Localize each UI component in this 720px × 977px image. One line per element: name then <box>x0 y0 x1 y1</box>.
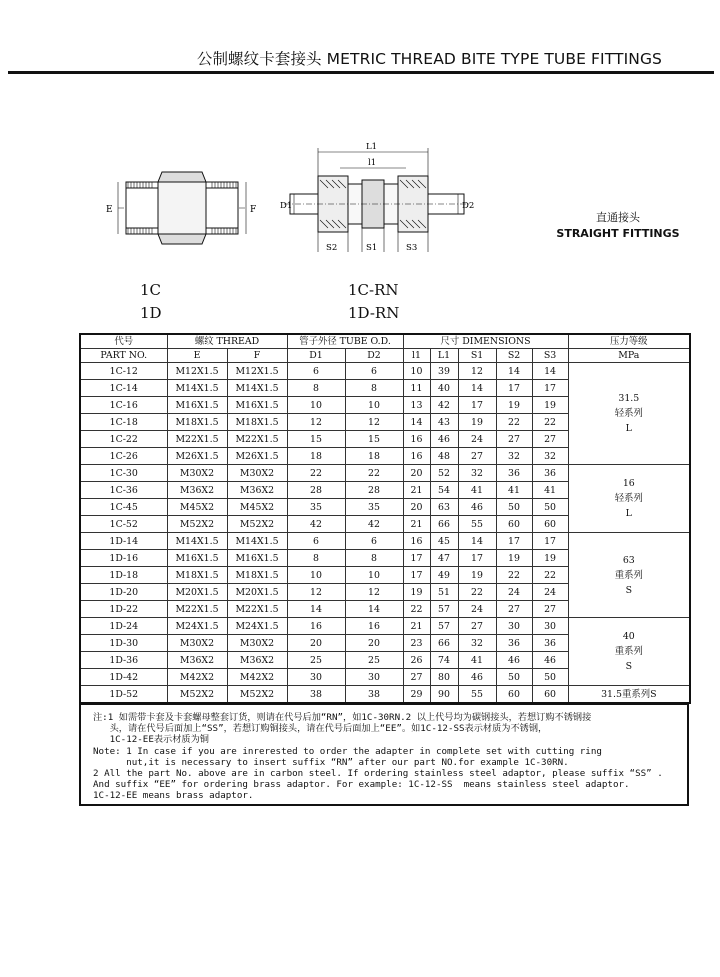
table-cell: 17 <box>496 533 532 550</box>
table-cell: 41 <box>532 482 568 499</box>
pressure-rating-cell <box>568 618 690 686</box>
table-cell: 15 <box>345 431 403 448</box>
table-cell: 6 <box>287 363 345 380</box>
model-1d: 1D <box>140 304 162 322</box>
table-cell: 30 <box>287 669 345 686</box>
table-cell: 57 <box>430 601 458 618</box>
part-number-cell: 1C-16 <box>80 397 167 414</box>
head-tube: 管子外径 TUBE O.D. <box>287 334 403 349</box>
pressure-rating-code: S <box>625 661 633 672</box>
table-cell: M22X1.5 <box>227 601 287 618</box>
table-cell: 14 <box>287 601 345 618</box>
table-cell: M16X1.5 <box>227 550 287 567</box>
table-cell: 20 <box>403 465 430 482</box>
table-cell: M14X1.5 <box>167 380 227 397</box>
table-cell: 19 <box>403 584 430 601</box>
table-cell: 17 <box>532 380 568 397</box>
dim-e-label: E <box>106 205 113 215</box>
part-number-cell: 1D-22 <box>80 601 167 618</box>
table-cell: 80 <box>430 669 458 686</box>
table-cell: 8 <box>287 380 345 397</box>
table-cell: 19 <box>458 567 496 584</box>
table-cell: 19 <box>532 550 568 567</box>
table-cell: 50 <box>532 669 568 686</box>
pressure-rating-cell <box>568 363 690 465</box>
note-line: nut,it is necessary to insert suffix “RN” after our part NO.for example 1C-30RN. <box>93 756 569 768</box>
table-cell: M16X1.5 <box>167 550 227 567</box>
note-line: 注:1 如需带卡套及卡套螺母整套订货，则请在代号后加“RN”，如1C-30RN.2 以上代号均为碳钢接头，若想订购不锈钢接 <box>93 712 592 723</box>
part-number-cell: 1D-42 <box>80 669 167 686</box>
table-cell: 25 <box>287 652 345 669</box>
table-cell: 66 <box>430 516 458 533</box>
table-cell: 36 <box>532 465 568 482</box>
table-cell: M18X1.5 <box>227 567 287 584</box>
pressure-rating-code: S <box>625 584 633 596</box>
table-cell: M18X1.5 <box>227 414 287 431</box>
part-number-cell: 1D-30 <box>80 635 167 652</box>
table-cell: 60 <box>496 516 532 533</box>
head-e: E <box>167 349 227 363</box>
table-cell: 19 <box>458 414 496 431</box>
table-cell: 43 <box>430 414 458 431</box>
table-cell: 6 <box>345 533 403 550</box>
table-cell: 35 <box>345 499 403 516</box>
table-cell: 24 <box>458 431 496 448</box>
table-row <box>80 686 690 704</box>
pressure-rating-cell <box>568 686 690 704</box>
fitting-drawing-1c <box>100 160 260 260</box>
table-cell: 12 <box>345 414 403 431</box>
note-line: Note: 1 In case if you are inrerested to order the adapter in complete set with cutting ring <box>93 745 602 757</box>
table-cell: 18 <box>287 448 345 465</box>
table-cell: M30X2 <box>167 635 227 652</box>
dim-s3-label: S3 <box>406 243 418 253</box>
table-cell: 63 <box>430 499 458 516</box>
table-cell: 38 <box>345 686 403 704</box>
head-l1: L1 <box>430 349 458 363</box>
head-part-cn: 代号 <box>80 334 167 349</box>
table-cell: M20X1.5 <box>227 584 287 601</box>
table-cell: 50 <box>496 499 532 516</box>
table-cell: M52X2 <box>167 516 227 533</box>
table-cell: 22 <box>403 601 430 618</box>
table-cell: 22 <box>287 465 345 482</box>
table-cell: M36X2 <box>227 652 287 669</box>
table-cell: 51 <box>430 584 458 601</box>
table-cell: 36 <box>496 635 532 652</box>
part-number-cell: 1D-24 <box>80 618 167 635</box>
table-cell: 42 <box>345 516 403 533</box>
part-number-cell: 1D-16 <box>80 550 167 567</box>
table-cell: 30 <box>345 669 403 686</box>
table-cell: 16 <box>345 618 403 635</box>
part-number-cell: 1C-52 <box>80 516 167 533</box>
table-cell: 13 <box>403 397 430 414</box>
table-cell: M42X2 <box>227 669 287 686</box>
table-cell: M22X1.5 <box>227 431 287 448</box>
part-number-cell: 1D-36 <box>80 652 167 669</box>
note-line: And suffix “EE” for ordering brass adaptor. For example: 1C-12-SS means stainless steel adaptor. <box>93 779 630 791</box>
table-cell: 27 <box>532 601 568 618</box>
table-cell: 24 <box>458 601 496 618</box>
table-cell: 8 <box>287 550 345 567</box>
table-cell: 17 <box>496 380 532 397</box>
table-cell: 21 <box>403 618 430 635</box>
table-cell: 24 <box>496 584 532 601</box>
table-cell: 55 <box>458 686 496 704</box>
table-cell: 15 <box>287 431 345 448</box>
table-cell: M26X1.5 <box>167 448 227 465</box>
table-cell: 14 <box>403 414 430 431</box>
table-cell: M45X2 <box>227 499 287 516</box>
table-cell: 60 <box>532 686 568 704</box>
dim-f-label: F <box>250 205 257 215</box>
table-cell: 46 <box>458 499 496 516</box>
spec-table-body <box>80 363 690 704</box>
table-cell: 22 <box>496 414 532 431</box>
head-s1: S1 <box>458 349 496 363</box>
pressure-rating-cn: 轻系列 <box>614 408 643 419</box>
head-l1-small: l1 <box>403 349 430 363</box>
spec-table <box>79 333 691 704</box>
fitting-drawing-1c-rn <box>278 140 478 260</box>
table-cell: 41 <box>458 652 496 669</box>
table-cell: M22X1.5 <box>167 601 227 618</box>
table-cell: 12 <box>287 414 345 431</box>
table-cell: 32 <box>532 448 568 465</box>
head-d1: D1 <box>287 349 345 363</box>
table-cell: 36 <box>532 635 568 652</box>
dim-d2-label: D2 <box>462 201 475 211</box>
table-cell: 36 <box>496 465 532 482</box>
table-cell: 11 <box>403 380 430 397</box>
table-row <box>80 618 690 635</box>
table-cell: M12X1.5 <box>227 363 287 380</box>
table-cell: 14 <box>345 601 403 618</box>
table-cell: M26X1.5 <box>227 448 287 465</box>
table-cell: M24X1.5 <box>167 618 227 635</box>
table-cell: M18X1.5 <box>167 567 227 584</box>
table-cell: 74 <box>430 652 458 669</box>
table-cell: 8 <box>345 550 403 567</box>
dim-d1-label: D1 <box>280 201 293 211</box>
table-cell: 42 <box>287 516 345 533</box>
table-cell: 41 <box>496 482 532 499</box>
table-cell: M24X1.5 <box>227 618 287 635</box>
table-cell: 60 <box>496 686 532 704</box>
head-f: F <box>227 349 287 363</box>
pressure-rating-cn: 重系列 <box>614 569 643 581</box>
table-cell: 45 <box>430 533 458 550</box>
pressure-rating-code: L <box>625 508 632 519</box>
table-cell: M20X1.5 <box>167 584 227 601</box>
dim-s2-label: S2 <box>326 243 338 253</box>
table-cell: 30 <box>496 618 532 635</box>
product-name-cn: 直通接头 <box>596 211 640 224</box>
table-cell: M14X1.5 <box>227 533 287 550</box>
table-cell: 42 <box>430 397 458 414</box>
table-cell: 66 <box>430 635 458 652</box>
table-cell: 29 <box>403 686 430 704</box>
note-line: 头，请在代号后面加上“SS”，若想订购铜接头，请在代号后面加上“EE”。如1C-12-SS表示材质为不锈钢， <box>93 723 548 735</box>
table-cell: 6 <box>287 533 345 550</box>
table-cell: 35 <box>287 499 345 516</box>
table-cell: 46 <box>532 652 568 669</box>
table-row <box>80 465 690 482</box>
table-cell: 57 <box>430 618 458 635</box>
table-cell: 10 <box>345 567 403 584</box>
table-cell: 22 <box>345 465 403 482</box>
table-cell: 50 <box>532 499 568 516</box>
header-rule <box>8 71 714 74</box>
table-cell: 25 <box>345 652 403 669</box>
table-cell: 46 <box>430 431 458 448</box>
table-cell: 8 <box>345 380 403 397</box>
table-cell: M42X2 <box>167 669 227 686</box>
table-cell: 52 <box>430 465 458 482</box>
table-cell: 22 <box>458 584 496 601</box>
part-number-cell: 1C-36 <box>80 482 167 499</box>
table-cell: 49 <box>430 567 458 584</box>
part-number-cell: 1C-45 <box>80 499 167 516</box>
table-cell: 27 <box>496 431 532 448</box>
table-cell: 10 <box>403 363 430 380</box>
table-cell: 32 <box>496 448 532 465</box>
part-number-cell: 1C-22 <box>80 431 167 448</box>
table-cell: 26 <box>403 652 430 669</box>
table-cell: 54 <box>430 482 458 499</box>
table-cell: 40 <box>430 380 458 397</box>
table-cell: 10 <box>345 397 403 414</box>
table-cell: M12X1.5 <box>167 363 227 380</box>
table-cell: 10 <box>287 397 345 414</box>
table-cell: M30X2 <box>227 635 287 652</box>
table-cell: 38 <box>287 686 345 704</box>
table-cell: 27 <box>532 431 568 448</box>
model-1c-rn: 1C-RN <box>348 281 399 299</box>
table-row <box>80 363 690 380</box>
table-cell: 14 <box>532 363 568 380</box>
part-number-cell: 1C-12 <box>80 363 167 380</box>
product-name-en: STRAIGHT FITTINGS <box>556 227 680 240</box>
table-cell: 12 <box>458 363 496 380</box>
pressure-rating-cn: 轻系列 <box>614 493 643 504</box>
table-row <box>80 533 690 550</box>
head-d2: D2 <box>345 349 403 363</box>
table-cell: 14 <box>458 533 496 550</box>
notes-box <box>79 703 689 806</box>
table-cell: 17 <box>403 567 430 584</box>
table-cell: M14X1.5 <box>227 380 287 397</box>
part-number-cell: 1C-30 <box>80 465 167 482</box>
table-cell: 46 <box>458 669 496 686</box>
table-cell: 60 <box>532 516 568 533</box>
table-cell: 6 <box>345 363 403 380</box>
table-cell: 17 <box>458 550 496 567</box>
pressure-rating-value: 16 <box>622 478 635 489</box>
part-number-cell: 1C-26 <box>80 448 167 465</box>
head-s2: S2 <box>496 349 532 363</box>
table-cell: 39 <box>430 363 458 380</box>
head-thread: 螺纹 THREAD <box>167 334 287 349</box>
table-cell: 23 <box>403 635 430 652</box>
table-cell: 50 <box>496 669 532 686</box>
table-cell: M52X2 <box>167 686 227 704</box>
table-cell: 22 <box>532 414 568 431</box>
table-cell: 22 <box>532 567 568 584</box>
model-1d-rn: 1D-RN <box>348 304 400 322</box>
table-cell: M52X2 <box>227 686 287 704</box>
pressure-rating-code: L <box>625 423 632 434</box>
table-cell: 41 <box>458 482 496 499</box>
table-cell: 28 <box>287 482 345 499</box>
part-number-cell: 1C-18 <box>80 414 167 431</box>
table-cell: 27 <box>458 618 496 635</box>
table-cell: 19 <box>496 550 532 567</box>
table-cell: 17 <box>403 550 430 567</box>
table-cell: 20 <box>345 635 403 652</box>
table-cell: 16 <box>403 431 430 448</box>
note-line: 1C-12-EE means brass adaptor. <box>93 790 254 802</box>
note-line: 1C-12-EE表示材质为铜 <box>93 734 209 746</box>
head-dimensions: 尺寸 DIMENSIONS <box>403 334 568 349</box>
table-cell: 14 <box>496 363 532 380</box>
table-cell: 12 <box>345 584 403 601</box>
table-cell: 30 <box>532 618 568 635</box>
dim-s1-label: S1 <box>366 243 378 253</box>
table-cell: 46 <box>496 652 532 669</box>
pressure-rating-cell <box>568 465 690 533</box>
table-cell: 32 <box>458 635 496 652</box>
table-cell: 20 <box>287 635 345 652</box>
table-cell: 27 <box>403 669 430 686</box>
table-cell: M18X1.5 <box>167 414 227 431</box>
table-cell: M36X2 <box>227 482 287 499</box>
head-pressure-unit: MPa <box>568 349 690 363</box>
part-number-cell: 1D-18 <box>80 567 167 584</box>
model-1c: 1C <box>140 281 162 299</box>
table-cell: 55 <box>458 516 496 533</box>
table-cell: 16 <box>403 448 430 465</box>
table-cell: 16 <box>287 618 345 635</box>
pressure-rating-value: 40 <box>622 631 635 642</box>
table-cell: M36X2 <box>167 482 227 499</box>
pressure-rating-value: 31.5重系列S <box>601 688 657 700</box>
head-pressure-cn: 压力等级 <box>568 334 690 349</box>
table-cell: M30X2 <box>167 465 227 482</box>
dim-l1-inner-label: l1 <box>368 158 377 168</box>
part-number-cell: 1C-14 <box>80 380 167 397</box>
table-cell: 21 <box>403 482 430 499</box>
table-cell: 90 <box>430 686 458 704</box>
head-part-en: PART NO. <box>80 349 167 363</box>
table-cell: 12 <box>287 584 345 601</box>
head-s3: S3 <box>532 349 568 363</box>
part-number-cell: 1D-14 <box>80 533 167 550</box>
table-cell: M14X1.5 <box>167 533 227 550</box>
page-title: 公制螺纹卡套接头 METRIC THREAD BITE TYPE TUBE FITTINGS <box>196 50 662 68</box>
table-cell: 32 <box>458 465 496 482</box>
table-cell: 14 <box>458 380 496 397</box>
product-label <box>548 209 688 240</box>
table-cell: 19 <box>496 397 532 414</box>
table-cell: 20 <box>403 499 430 516</box>
pressure-rating-value: 31.5 <box>618 393 640 404</box>
table-cell: 16 <box>403 533 430 550</box>
pressure-rating-cell <box>568 533 690 618</box>
note-line: 2 All the part No. above are in carbon steel. If ordering stainless steel adaptor, please suffix “SS” . <box>93 768 663 780</box>
table-cell: 18 <box>345 448 403 465</box>
table-cell: 48 <box>430 448 458 465</box>
table-cell: M22X1.5 <box>167 431 227 448</box>
dim-l1-label: L1 <box>366 142 378 152</box>
table-cell: M52X2 <box>227 516 287 533</box>
table-cell: 17 <box>532 533 568 550</box>
part-number-cell: 1D-20 <box>80 584 167 601</box>
pressure-rating-value: 63 <box>622 554 635 566</box>
pressure-rating-cn: 重系列 <box>614 646 643 657</box>
table-cell: 10 <box>287 567 345 584</box>
table-cell: 28 <box>345 482 403 499</box>
table-cell: 27 <box>458 448 496 465</box>
table-cell: 21 <box>403 516 430 533</box>
table-cell: 19 <box>532 397 568 414</box>
table-cell: 24 <box>532 584 568 601</box>
table-cell: 47 <box>430 550 458 567</box>
table-cell: M36X2 <box>167 652 227 669</box>
table-cell: 27 <box>496 601 532 618</box>
table-cell: 22 <box>496 567 532 584</box>
table-cell: M16X1.5 <box>227 397 287 414</box>
table-cell: M16X1.5 <box>167 397 227 414</box>
table-cell: 17 <box>458 397 496 414</box>
part-number-cell: 1D-52 <box>80 686 167 704</box>
table-cell: M45X2 <box>167 499 227 516</box>
spec-table-wrap <box>79 333 689 704</box>
table-cell: M30X2 <box>227 465 287 482</box>
